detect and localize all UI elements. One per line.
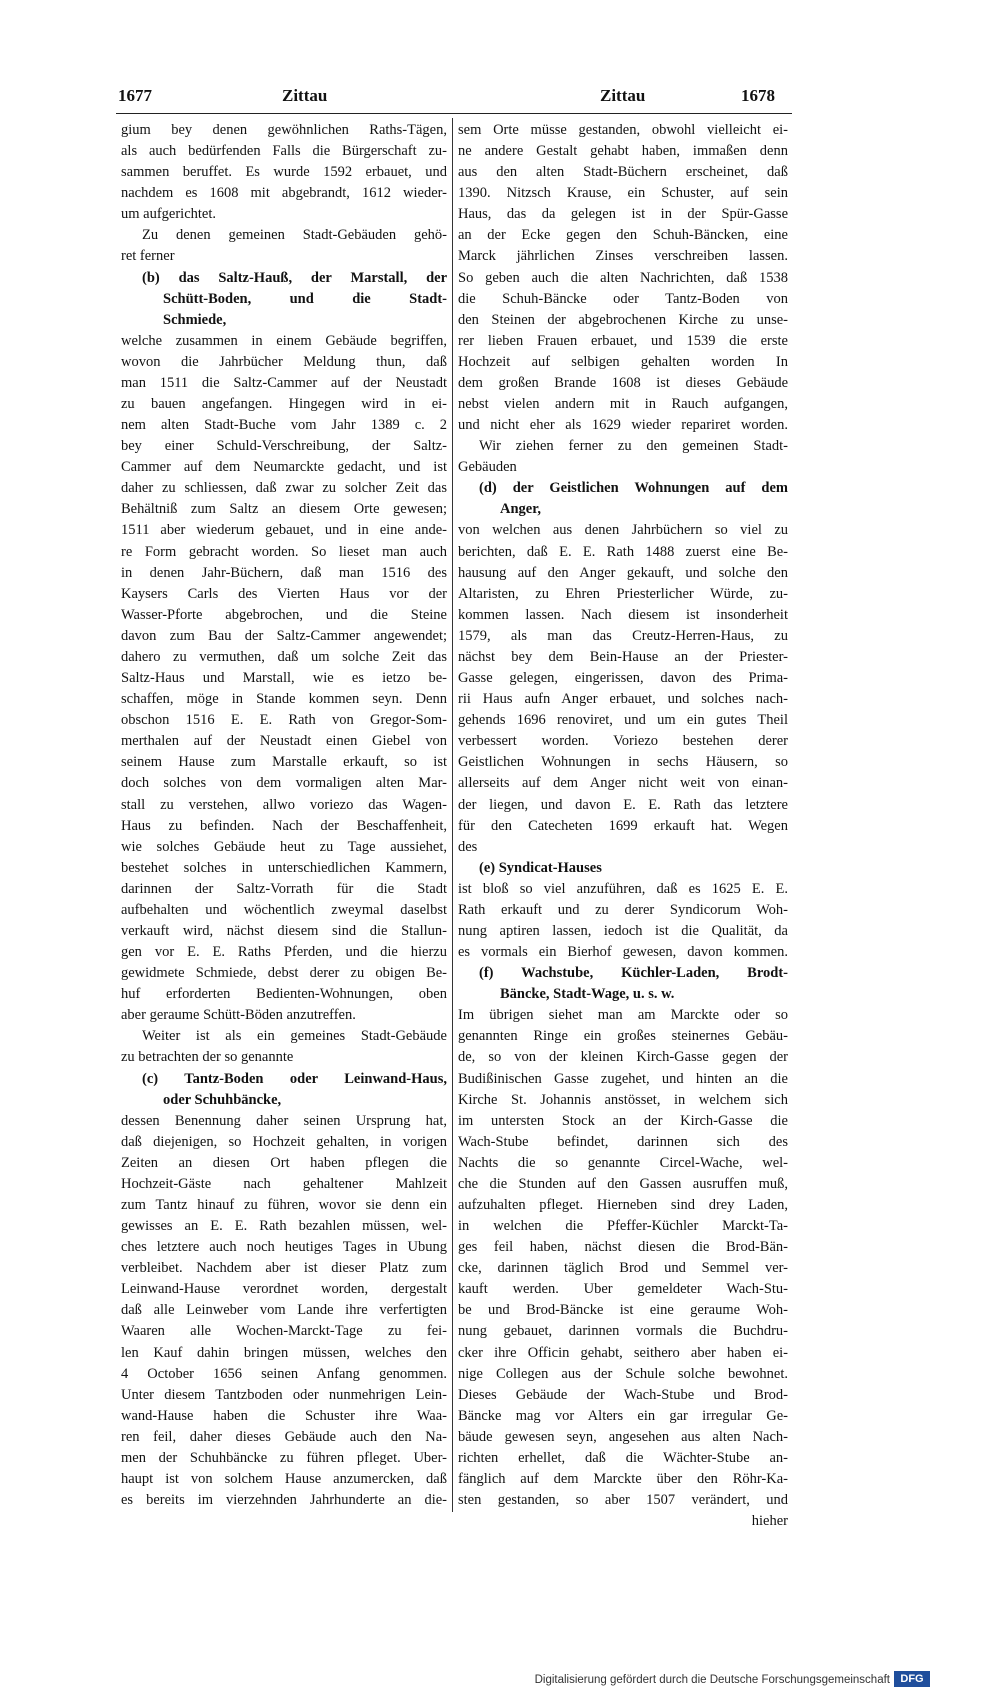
text-line: bey einer Schuld-Verschreibung, der Saltz- (121, 438, 447, 455)
text-line: zum Tantz hinauf zu führen, wovor sie denn ein (121, 1196, 447, 1213)
text-line: seinem Hause zum Marstalle erkauft, so ist (121, 754, 447, 771)
text-line: che die Stunden auf den Gassen ausruffen muß, (458, 1175, 788, 1192)
text-line: Weiter ist als ein gemeines Stadt-Gebäude (142, 1028, 447, 1045)
text-line: des (458, 838, 478, 855)
text-line: Budißinischen Gasse zugehet, und hinten an die (458, 1070, 788, 1087)
text-line: doch solches von dem vormaligen alten Mar- (121, 775, 447, 792)
text-line: rii Haus aufn Anger erbauet, und solches nach- (458, 691, 788, 708)
text-line: Geistlichen Wohnungen in sechs Häusern, so (458, 754, 788, 771)
text-line: Cammer auf dem Neumarckte gedacht, und ist (121, 459, 447, 476)
text-line: 4 October 1656 seinen Anfang genommen. (121, 1365, 447, 1382)
text-line: merthalen auf der Neustadt einen Giebel von (121, 733, 447, 750)
text-line: den Steinen der abgebrochenen Kirche zu unse- (458, 311, 788, 328)
right-column (458, 120, 788, 1532)
text-line: im untersten Stock an der Kirch-Gasse die (458, 1112, 788, 1129)
text-line: dahero zu vermuthen, daß um solche Zeit das (121, 648, 447, 665)
text-line: gen vor E. E. Raths Pferden, und die hierzu (121, 944, 447, 961)
text-line: Wir ziehen ferner zu den gemeinen Stadt- (479, 438, 788, 455)
section-heading: Anger, (500, 501, 541, 518)
text-line: ges feil haben, nächst diesen die Brod-Bän- (458, 1239, 788, 1256)
text-line: kauft werden. Uber gemeldeter Wach-Stu- (458, 1281, 788, 1298)
text-line: genannten Ringe ein großes steinernes Gebäu- (458, 1028, 788, 1045)
left-column (121, 120, 447, 1511)
section-heading: (d) der Geistlichen Wohnungen auf dem (479, 480, 788, 497)
text-line: in denen Jahr-Büchern, daß man 1516 des (121, 564, 447, 581)
text-line: Im übrigen siehet man am Marckte oder so (458, 1007, 788, 1024)
text-line: aufzuhalten pfleget. Hierneben sind drey Laden, (458, 1196, 788, 1213)
text-line: es bereits im vierzehnden Jahrhunderte an die- (121, 1492, 447, 1509)
text-line: ist bloß so viel anzuführen, daß es 1625 E. E. (458, 880, 788, 897)
text-line: len Kauf dahin bringen müssen, welches den (121, 1344, 447, 1361)
text-line: hausung auf den Anger gekauft, und solche den (458, 564, 788, 581)
text-line: Gasse gelegen, eingerissen, davon des Prima- (458, 670, 788, 687)
text-line: Gebäuden (458, 459, 517, 476)
text-line: gewisses an E. E. Rath bezahlen müssen, wel- (121, 1218, 447, 1235)
text-line: Nachts die so genannte Circel-Wache, wel- (458, 1154, 788, 1171)
text-line: stall zu verstehen, allwo voriezo das Wagen- (121, 796, 447, 813)
section-heading: (f) Wachstube, Küchler-Laden, Brodt- (479, 965, 788, 982)
digitization-credit: Digitalisierung gefördert durch die Deutsche Forschungsgemeinschaft (534, 1674, 890, 1686)
text-line: es vormals ein Bierhof gewesen, davon kommen. (458, 944, 788, 961)
dfg-logo: DFG (894, 1671, 930, 1687)
section-heading: (b) das Saltz-Hauß, der Marstall, der (142, 269, 447, 286)
section-heading: Schmiede, (163, 311, 227, 328)
text-line: man 1511 die Saltz-Cammer auf der Neustadt (121, 374, 447, 391)
text-line: cke, darinnen täglich Brod und Semmel ver- (458, 1260, 788, 1277)
text-line: allerseits auf dem Anger nicht weit von einan- (458, 775, 788, 792)
text-line: wovon die Jahrbücher Meldung thun, daß (121, 353, 447, 370)
text-line: nachdem es 1608 mit abgebrandt, 1612 wieder- (121, 185, 447, 202)
text-line: davon zum Bau der Saltz-Cammer angewendet; (121, 627, 447, 644)
text-line: de, so von der kleinen Kirch-Gasse gegen der (458, 1049, 788, 1066)
column-divider (452, 118, 453, 1512)
text-line: Behältniß zum Saltz an diesem Orte gewesen; (121, 501, 447, 518)
text-line: be und Brod-Bäncke ist eine geraume Woh- (458, 1302, 788, 1319)
text-line: Haus, das da gelegen ist in der Spür-Gasse (458, 206, 788, 223)
text-line: für den Catecheten 1699 erkauft hat. Wegen (458, 817, 788, 834)
text-line: Waaren alle Wochen-Marckt-Tage zu fei- (121, 1323, 447, 1340)
text-line: Wach-Stube befindet, darinnen sich des (458, 1133, 788, 1150)
text-line: Wasser-Pforte abgebrochen, und die Steine (121, 606, 447, 623)
text-line: sammen beruffet. Es wurde 1592 erbauet, und (121, 164, 447, 181)
text-line: bäude gewesen seyn, angesehen aus alten Nach- (458, 1428, 788, 1445)
text-line: als auch bedürfenden Falls die Bürgerschaft zu- (121, 143, 447, 160)
header-rule (116, 113, 792, 114)
text-line: men der Schuhbäncke zu führen pfleget. Uber- (121, 1449, 447, 1466)
text-line: Kaysers Carls des Vierten Haus vor der (121, 585, 447, 602)
text-line: ne andere Gestalt gehabt haben, immaßen denn (458, 143, 788, 160)
text-line: Haus zu befinden. Nach der Beschaffenheit, (121, 817, 447, 834)
text-line: re Form gebracht worden. So lieset man auch (121, 543, 447, 560)
text-line: Marck jährlichen Zinses verschreiben lassen. (458, 248, 788, 265)
text-line: verbleibet. Nachdem aber ist dieser Platz zum (121, 1260, 447, 1277)
text-line: nächst bey dem Bein-Hause an der Priester- (458, 648, 788, 665)
section-heading: (c) Tantz-Boden oder Leinwand-Haus, (142, 1070, 447, 1087)
text-line: Saltz-Haus und Marstall, wie es ietzo be- (121, 670, 447, 687)
text-line: Hochzeit-Gäste nach gehaltener Mahlzeit (121, 1175, 447, 1192)
text-line: welche zusammen in einem Gebäude begriffen, (121, 332, 447, 349)
right-running-title: Zittau (600, 86, 646, 105)
text-line: daß diejenigen, so Hochzeit gehalten, in vorigen (121, 1133, 447, 1150)
section-heading: (e) Syndicat-Hauses (479, 859, 602, 876)
text-line: huf erforderten Bedienten-Wohnungen, oben (121, 986, 447, 1003)
text-line: aber geraume Schütt-Böden anzutreffen. (121, 1007, 356, 1024)
text-line: verkauft wird, nächst diesem sind die Stallun- (121, 922, 447, 939)
right-page-number: 1678 (741, 86, 775, 105)
text-line: aus den alten Stadt-Büchern erscheinet, daß (458, 164, 788, 181)
text-line: der liegen, und davon E. E. Rath das letztere (458, 796, 788, 813)
text-line: Hochzeit auf selbigen gehalten worden In (458, 353, 788, 370)
text-line: cker ihre Officin gehabt, seithero aber haben ei- (458, 1344, 788, 1361)
text-line: ren feil, daher dieses Gebäude auch den Na- (121, 1428, 447, 1445)
text-line: sem Orte müsse gestanden, obwohl vielleicht ei- (458, 122, 788, 138)
text-line: verbessert worden. Voriezo bestehen derer (458, 733, 788, 750)
text-line: Zeiten an diesen Ort haben pflegen die (121, 1154, 447, 1171)
text-line: darinnen der Saltz-Vorrath für die Stadt (121, 880, 447, 897)
text-line: ret ferner (121, 248, 175, 265)
text-line: haupt ist von solchem Hause anzumercken, daß (121, 1471, 447, 1487)
text-line: 1579, als man das Creutz-Herren-Haus, zu (458, 627, 788, 644)
text-line: Rath erkauft und zu derer Syndicorum Woh- (458, 901, 788, 918)
text-line: Unter diesem Tantzboden oder nunmehrigen Lein- (121, 1386, 447, 1403)
text-line: um aufgerichtet. (121, 206, 217, 223)
text-line: an der Ecke gegen den Schuh-Bäncken, eine (458, 227, 788, 244)
text-line: gewidmete Schmiede, debst derer zu obigen Be- (121, 965, 447, 982)
text-line: die Schuh-Bäncke oder Tantz-Boden von (458, 290, 788, 307)
text-line: 1390. Nitzsch Krause, ein Schuster, auf sein (458, 185, 788, 202)
text-line: nige Collegen aus der Schule solche bewohnet. (458, 1365, 788, 1382)
section-heading: oder Schuhbäncke, (163, 1091, 282, 1108)
text-line: So geben auch die alten Nachrichten, daß 1538 (458, 269, 788, 286)
text-line: daher zu schliessen, daß zwar zu solcher Zeit das (121, 480, 447, 497)
text-line: gium bey denen gewöhnlichen Raths-Tägen, (121, 122, 447, 138)
catchword: hieher (751, 1513, 788, 1530)
section-heading: Schütt-Boden, und die Stadt- (163, 290, 447, 307)
text-line: wand-Hause haben die Schuster ihre Waa- (121, 1407, 447, 1424)
text-line: fänglich auf dem Marckte über den Röhr-Ka- (458, 1471, 788, 1487)
text-line: dem großen Brande 1608 ist dieses Gebäude (458, 374, 788, 391)
text-line: gehends 1696 renoviret, und um ein gutes Theil (458, 712, 788, 729)
text-line: Altaristen, zu Ehren Priesterlicher Würde, zu- (458, 585, 788, 602)
text-line: nem alten Stadt-Buche vom Jahr 1389 c. 2 (121, 417, 447, 434)
text-line: wie solches Gebäude heut zu Tage aussiehet, (121, 838, 447, 855)
text-line: dessen Benennung daher seinen Ursprung hat, (121, 1112, 447, 1129)
text-line: Zu denen gemeinen Stadt-Gebäuden gehö- (142, 227, 447, 244)
text-line: sten gestanden, so aber 1507 verändert, und (458, 1492, 788, 1509)
text-line: nebst vielen andern mit in Rauch aufgangen, (458, 396, 788, 413)
text-line: zu bauen angefangen. Hingegen wird in ei- (121, 396, 447, 413)
text-line: aufbehalten und wöchentlich zweymal daselbst (121, 901, 447, 918)
text-line: Kirche St. Johannis anstösset, in welchem sich (458, 1091, 788, 1108)
text-line: 1511 aber wiederum gebauet, und in eine ande- (121, 522, 447, 539)
text-line: berichten, daß E. E. Rath 1488 zuerst eine Be- (458, 543, 788, 560)
text-line: obschon 1516 E. E. Rath von Gregor-Som- (121, 712, 447, 729)
text-line: zu betrachten der so genannte (121, 1049, 294, 1066)
text-line: in welchen die Pfeffer-Küchler Marckt-Ta- (458, 1218, 788, 1235)
text-line: bestehet solches in unterschiedlichen Kammern, (121, 859, 447, 876)
text-line: und nicht eher als 1629 wieder repariret worden. (458, 417, 788, 434)
text-line: rer lieben Frauen erbauet, und 1539 die erste (458, 332, 788, 349)
left-running-title: Zittau (282, 86, 328, 105)
text-line: daß alle Leinweber vom Lande ihre verfertigten (121, 1302, 447, 1319)
text-line: ches letztere auch noch heutiges Tages in Ubung (121, 1239, 447, 1256)
text-line: kommen lassen. Nach diesem ist insonderheit (458, 606, 788, 623)
text-line: schaffen, möge in Stande kommen seyn. Denn (121, 691, 447, 708)
section-heading: Bäncke, Stadt-Wage, u. s. w. (500, 986, 675, 1003)
text-line: Leinwand-Hause verordnet worden, dergestalt (121, 1281, 447, 1298)
text-line: Bäncke mag vor Alters ein gar irregular Ge- (458, 1407, 788, 1424)
text-line: von welchen aus denen Jahrbüchern so viel zu (458, 522, 788, 539)
text-line: nung aptiren lassen, iedoch ist die Qualität, da (458, 922, 788, 939)
left-page-number: 1677 (118, 86, 152, 105)
text-line: richten erhellet, daß die Wächter-Stube an- (458, 1449, 788, 1466)
text-line: nung gebauet, darinnen vormals die Buchdru- (458, 1323, 788, 1340)
text-line: Dieses Gebäude der Wach-Stube und Brod- (458, 1386, 788, 1403)
